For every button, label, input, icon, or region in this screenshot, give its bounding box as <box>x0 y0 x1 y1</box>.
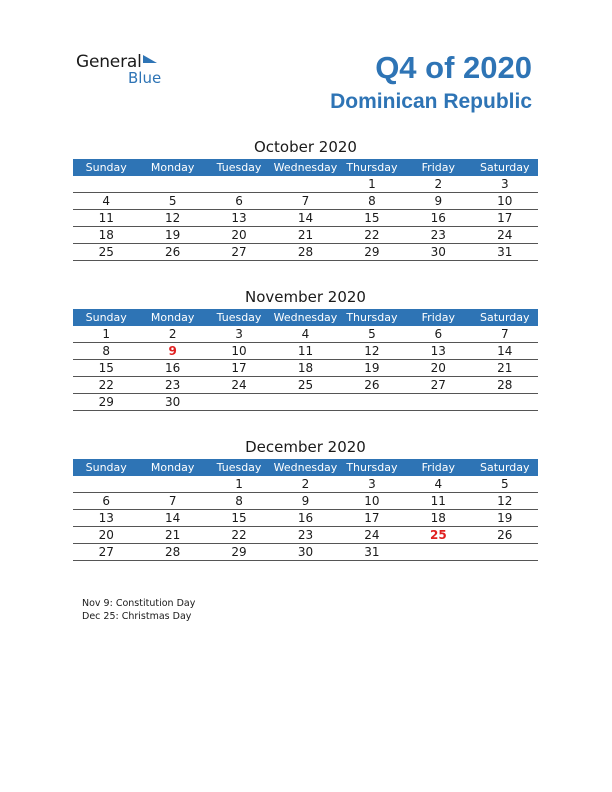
empty-day-cell <box>73 176 139 193</box>
day-cell: 10 <box>339 493 405 510</box>
month-block <box>73 436 538 561</box>
day-cell: 20 <box>206 227 272 244</box>
weekday-header: Monday <box>139 309 205 326</box>
holiday-note: Nov 9: Constitution Day <box>82 598 196 609</box>
weekday-header: Tuesday <box>206 309 272 326</box>
week-row <box>73 227 538 244</box>
week-row <box>73 544 538 561</box>
week-row <box>73 377 538 394</box>
weekday-header: Tuesday <box>206 159 272 176</box>
weekday-header: Thursday <box>339 159 405 176</box>
day-cell: 7 <box>139 493 205 510</box>
day-cell: 2 <box>405 176 471 193</box>
day-cell: 31 <box>472 244 538 261</box>
empty-day-cell <box>405 544 471 561</box>
month-title: December 2020 <box>245 438 366 456</box>
empty-day-cell <box>472 394 538 411</box>
day-cell: 19 <box>339 360 405 377</box>
day-cell: 3 <box>206 326 272 343</box>
empty-day-cell <box>206 176 272 193</box>
weekday-header-row <box>73 159 538 176</box>
day-cell: 1 <box>73 326 139 343</box>
day-cell: 18 <box>405 510 471 527</box>
day-cell: 9 <box>139 343 205 360</box>
weekday-header: Monday <box>139 459 205 476</box>
weekday-header: Friday <box>405 459 471 476</box>
day-cell: 20 <box>405 360 471 377</box>
day-cell: 12 <box>472 493 538 510</box>
week-row <box>73 476 538 493</box>
day-cell: 23 <box>405 227 471 244</box>
day-cell: 14 <box>472 343 538 360</box>
day-cell: 27 <box>405 377 471 394</box>
day-cell: 26 <box>472 527 538 544</box>
weekday-header: Sunday <box>73 159 139 176</box>
day-cell: 10 <box>206 343 272 360</box>
day-cell: 30 <box>139 394 205 411</box>
day-cell: 17 <box>339 510 405 527</box>
day-cell: 4 <box>73 193 139 210</box>
day-cell: 2 <box>272 476 338 493</box>
day-cell: 8 <box>339 193 405 210</box>
day-cell: 9 <box>272 493 338 510</box>
day-cell: 11 <box>272 343 338 360</box>
day-cell: 24 <box>339 527 405 544</box>
day-cell: 13 <box>73 510 139 527</box>
day-cell: 24 <box>472 227 538 244</box>
day-cell: 15 <box>339 210 405 227</box>
day-cell: 11 <box>405 493 471 510</box>
day-cell: 1 <box>206 476 272 493</box>
day-cell: 26 <box>339 377 405 394</box>
day-cell: 27 <box>73 544 139 561</box>
month-block <box>73 136 538 261</box>
day-cell: 17 <box>206 360 272 377</box>
brand-logo <box>76 52 186 88</box>
day-cell: 21 <box>472 360 538 377</box>
week-row <box>73 210 538 227</box>
empty-day-cell <box>405 394 471 411</box>
day-cell: 23 <box>139 377 205 394</box>
day-cell: 4 <box>272 326 338 343</box>
page-title: Q4 of 2020 <box>375 50 532 85</box>
day-cell: 27 <box>206 244 272 261</box>
day-cell: 12 <box>139 210 205 227</box>
logo-text-blue: Blue <box>128 69 162 87</box>
week-row <box>73 510 538 527</box>
weekday-header: Wednesday <box>273 161 338 174</box>
day-cell: 25 <box>272 377 338 394</box>
empty-day-cell <box>206 394 272 411</box>
day-cell: 3 <box>339 476 405 493</box>
holiday-notes <box>82 597 195 623</box>
day-cell: 6 <box>405 326 471 343</box>
day-cell: 1 <box>339 176 405 193</box>
calendar-grid <box>73 309 538 411</box>
week-row <box>73 360 538 377</box>
calendar-grid <box>73 459 538 561</box>
weekday-header: Saturday <box>472 159 538 176</box>
calendar-grid <box>73 159 538 261</box>
day-cell: 28 <box>139 544 205 561</box>
day-cell: 5 <box>339 326 405 343</box>
day-cell: 3 <box>472 176 538 193</box>
day-cell: 6 <box>73 493 139 510</box>
day-cell: 9 <box>405 193 471 210</box>
day-cell: 13 <box>405 343 471 360</box>
day-cell: 6 <box>206 193 272 210</box>
weekday-header: Sunday <box>73 309 139 326</box>
day-cell: 19 <box>472 510 538 527</box>
month-title: November 2020 <box>245 288 366 306</box>
day-cell: 29 <box>73 394 139 411</box>
weekday-header: Tuesday <box>206 459 272 476</box>
week-row <box>73 527 538 544</box>
weekday-header: Friday <box>405 309 471 326</box>
day-cell: 18 <box>73 227 139 244</box>
empty-day-cell <box>272 394 338 411</box>
weekday-header-row <box>73 309 538 326</box>
day-cell: 2 <box>139 326 205 343</box>
day-cell: 5 <box>139 193 205 210</box>
day-cell: 14 <box>272 210 338 227</box>
day-cell: 22 <box>206 527 272 544</box>
day-cell: 17 <box>472 210 538 227</box>
day-cell: 16 <box>405 210 471 227</box>
day-cell: 21 <box>272 227 338 244</box>
page-subtitle: Dominican Republic <box>330 90 532 113</box>
empty-day-cell <box>472 544 538 561</box>
day-cell: 10 <box>472 193 538 210</box>
holiday-note: Dec 25: Christmas Day <box>82 611 192 622</box>
weekday-header: Wednesday <box>273 311 338 324</box>
day-cell: 22 <box>339 227 405 244</box>
week-row <box>73 176 538 193</box>
empty-day-cell <box>139 476 205 493</box>
week-row <box>73 493 538 510</box>
week-row <box>73 193 538 210</box>
day-cell: 31 <box>339 544 405 561</box>
day-cell: 30 <box>272 544 338 561</box>
day-cell: 16 <box>139 360 205 377</box>
day-cell: 24 <box>206 377 272 394</box>
day-cell: 12 <box>339 343 405 360</box>
day-cell: 13 <box>206 210 272 227</box>
logo-text-general: General <box>76 52 142 72</box>
weekday-header: Monday <box>139 159 205 176</box>
day-cell: 23 <box>272 527 338 544</box>
day-cell: 20 <box>73 527 139 544</box>
day-cell: 30 <box>405 244 471 261</box>
week-row <box>73 326 538 343</box>
day-cell: 4 <box>405 476 471 493</box>
day-cell: 21 <box>139 527 205 544</box>
weekday-header: Sunday <box>73 459 139 476</box>
weekday-header: Saturday <box>472 459 538 476</box>
month-block <box>73 286 538 411</box>
day-cell: 15 <box>73 360 139 377</box>
empty-day-cell <box>272 176 338 193</box>
day-cell: 5 <box>472 476 538 493</box>
day-cell: 28 <box>472 377 538 394</box>
day-cell: 29 <box>206 544 272 561</box>
day-cell: 14 <box>139 510 205 527</box>
empty-day-cell <box>139 176 205 193</box>
weekday-header: Thursday <box>339 459 405 476</box>
month-title: October 2020 <box>254 138 357 156</box>
weekday-header: Wednesday <box>273 461 338 474</box>
day-cell: 16 <box>272 510 338 527</box>
day-cell: 22 <box>73 377 139 394</box>
day-cell: 7 <box>272 193 338 210</box>
day-cell: 8 <box>73 343 139 360</box>
day-cell: 29 <box>339 244 405 261</box>
weekday-header: Saturday <box>472 309 538 326</box>
day-cell: 26 <box>139 244 205 261</box>
day-cell: 11 <box>73 210 139 227</box>
week-row <box>73 343 538 360</box>
weekday-header: Thursday <box>339 309 405 326</box>
day-cell: 15 <box>206 510 272 527</box>
day-cell: 19 <box>139 227 205 244</box>
weekday-header: Friday <box>405 159 471 176</box>
day-cell: 18 <box>272 360 338 377</box>
week-row <box>73 244 538 261</box>
day-cell: 25 <box>73 244 139 261</box>
week-row <box>73 394 538 411</box>
day-cell: 8 <box>206 493 272 510</box>
weekday-header-row <box>73 459 538 476</box>
day-cell: 28 <box>272 244 338 261</box>
day-cell: 7 <box>472 326 538 343</box>
day-cell: 25 <box>405 527 471 544</box>
empty-day-cell <box>339 394 405 411</box>
empty-day-cell <box>73 476 139 493</box>
